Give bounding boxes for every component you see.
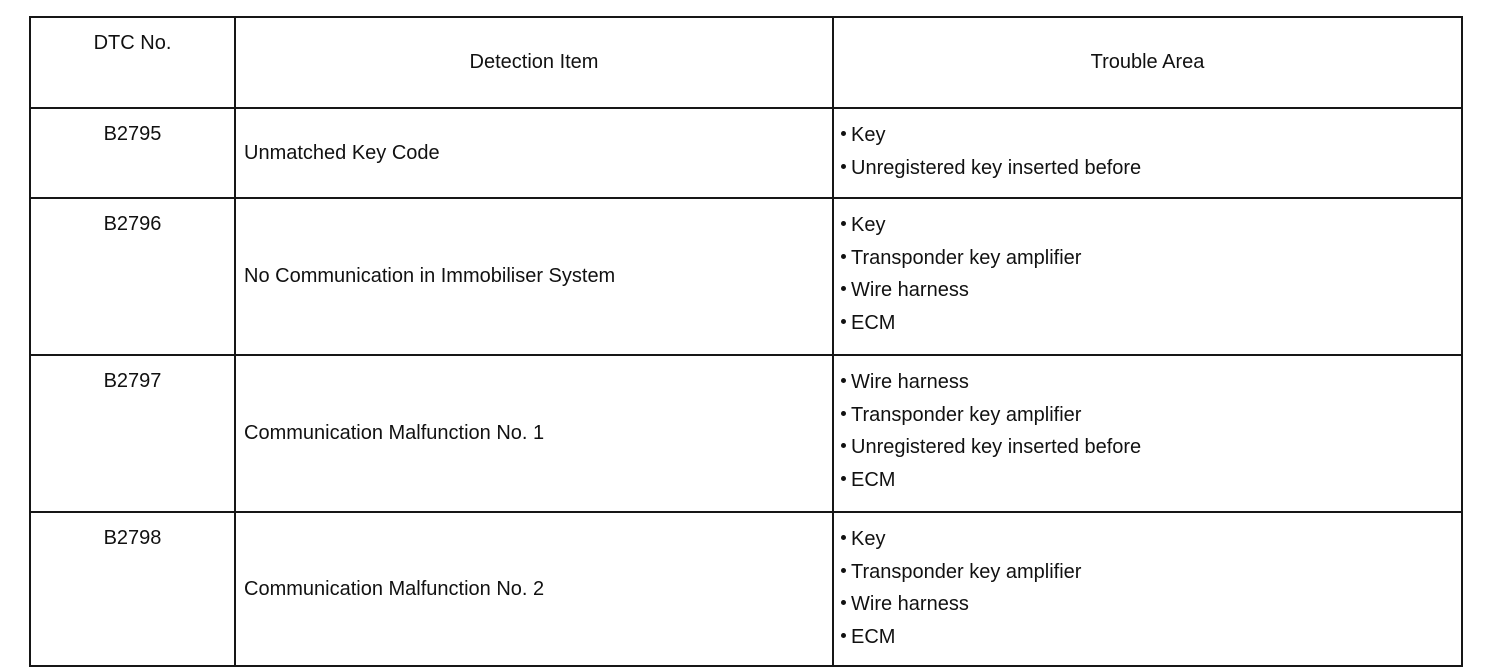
dtc-code: B2795 xyxy=(30,108,235,198)
trouble-area-item xyxy=(841,307,1461,340)
bullet-dot-icon xyxy=(841,535,846,540)
trouble-area-text: Wire harness xyxy=(851,371,969,393)
trouble-area-item xyxy=(841,242,1461,275)
table-row xyxy=(30,108,1462,198)
trouble-area-item xyxy=(841,274,1461,307)
bullet-dot-icon xyxy=(841,476,846,481)
trouble-area-text: Transponder key amplifier xyxy=(851,560,1082,583)
trouble-area-item xyxy=(841,209,1461,242)
header-detection-item: Detection Item xyxy=(235,17,833,108)
trouble-area-list xyxy=(841,209,1461,339)
bullet-dot-icon xyxy=(841,286,846,291)
trouble-area-text: Transponder key amplifier xyxy=(851,246,1082,269)
header-dtc-no: DTC No. xyxy=(30,17,235,108)
trouble-area-text: Unregistered key inserted before xyxy=(851,156,1142,179)
trouble-area-item xyxy=(841,366,1461,399)
table-body xyxy=(30,108,1462,666)
trouble-area-item xyxy=(841,588,1461,621)
trouble-area-text: Key xyxy=(851,124,886,146)
bullet-dot-icon xyxy=(841,378,846,383)
detection-item: No Communication in Immobiliser System xyxy=(235,198,833,355)
bullet-dot-icon xyxy=(841,319,846,324)
bullet-dot-icon xyxy=(841,221,846,226)
trouble-area-text: ECM xyxy=(851,311,896,334)
header-row xyxy=(30,17,1462,108)
dtc-code: B2797 xyxy=(30,355,235,512)
trouble-area-list xyxy=(841,523,1461,653)
trouble-area-cell xyxy=(833,198,1462,355)
trouble-area-cell xyxy=(833,355,1462,512)
trouble-area-text: Key xyxy=(851,214,886,236)
bullet-dot-icon xyxy=(841,131,846,136)
bullet-dot-icon xyxy=(841,411,846,416)
table-row xyxy=(30,198,1462,355)
trouble-area-list xyxy=(841,366,1461,496)
dtc-table xyxy=(29,16,1463,667)
bullet-dot-icon xyxy=(841,568,846,573)
trouble-area-text: Wire harness xyxy=(851,279,969,301)
bullet-dot-icon xyxy=(841,443,846,448)
trouble-area-cell xyxy=(833,108,1462,198)
trouble-area-text: Wire harness xyxy=(851,593,969,615)
trouble-area-item xyxy=(841,464,1461,497)
trouble-area-item xyxy=(841,523,1461,556)
trouble-area-text: ECM xyxy=(851,625,896,648)
trouble-area-list xyxy=(841,119,1461,184)
bullet-dot-icon xyxy=(841,600,846,605)
detection-item: Communication Malfunction No. 2 xyxy=(235,512,833,666)
trouble-area-text: Key xyxy=(851,528,886,550)
detection-item: Communication Malfunction No. 1 xyxy=(235,355,833,512)
trouble-area-text: Transponder key amplifier xyxy=(851,403,1082,426)
trouble-area-text: Unregistered key inserted before xyxy=(851,436,1142,458)
trouble-area-item xyxy=(841,152,1461,185)
table-row xyxy=(30,512,1462,666)
detection-item: Unmatched Key Code xyxy=(235,108,833,198)
dtc-code: B2796 xyxy=(30,198,235,355)
trouble-area-cell xyxy=(833,512,1462,666)
table-row xyxy=(30,355,1462,512)
bullet-dot-icon xyxy=(841,254,846,259)
trouble-area-item xyxy=(841,399,1461,432)
trouble-area-item xyxy=(841,556,1461,589)
bullet-dot-icon xyxy=(841,164,846,169)
trouble-area-item xyxy=(841,119,1461,152)
header-trouble-area: Trouble Area xyxy=(833,17,1462,108)
trouble-area-item xyxy=(841,431,1461,464)
table-header xyxy=(30,17,1462,108)
trouble-area-item xyxy=(841,621,1461,654)
dtc-code: B2798 xyxy=(30,512,235,666)
bullet-dot-icon xyxy=(841,633,846,638)
trouble-area-text: ECM xyxy=(851,468,896,491)
